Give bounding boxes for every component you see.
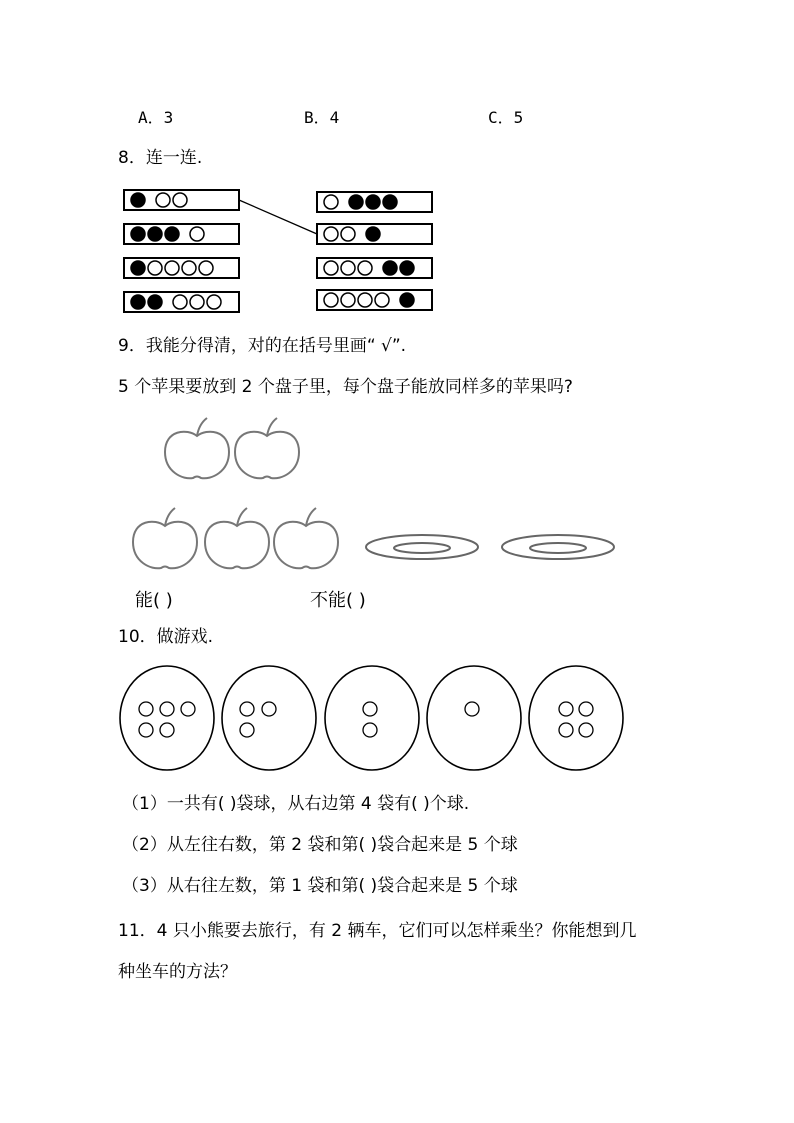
bag-4: [427, 666, 521, 770]
ball: [559, 702, 573, 716]
ball: [262, 702, 276, 716]
option-a: A．3: [138, 108, 174, 127]
option-c: C．5: [488, 108, 524, 127]
ball: [579, 723, 593, 737]
ball: [363, 702, 377, 716]
ball: [579, 702, 593, 716]
bag-outline: [325, 666, 419, 770]
ball: [240, 723, 254, 737]
ball: [240, 702, 254, 716]
bag-outline: [529, 666, 623, 770]
ball: [465, 702, 479, 716]
ball: [160, 723, 174, 737]
bag-1: [120, 666, 214, 770]
answer-yes[interactable]: 能( ): [135, 590, 173, 611]
q9-title: 9．我能分得清，对的在括号里画“ √”.: [118, 336, 407, 356]
bag-outline: [222, 666, 316, 770]
ball: [181, 702, 195, 716]
answer-no[interactable]: 不能( ): [310, 590, 366, 611]
q10-sub3: （3）从右往左数，第 1 袋和第( )袋合起来是 5 个球: [122, 876, 518, 896]
ball: [363, 723, 377, 737]
bag-outline: [427, 666, 521, 770]
q10-title: 10．做游戏.: [118, 627, 214, 647]
ball: [160, 702, 174, 716]
option-b: B．4: [304, 108, 340, 127]
ball: [139, 723, 153, 737]
bag-outline: [120, 666, 214, 770]
q8-title: 8．连一连.: [118, 148, 203, 168]
q10-sub1: （1）一共有( )袋球，从右边第 4 袋有( )个球.: [122, 794, 470, 814]
q10-sub2: （2）从左往右数，第 2 袋和第( )袋合起来是 5 个球: [122, 835, 518, 855]
ball: [139, 702, 153, 716]
ball: [559, 723, 573, 737]
bag-5: [529, 666, 623, 770]
bag-3: [325, 666, 419, 770]
bag-2: [222, 666, 316, 770]
q11-line1: 11．4 只小熊要去旅行，有 2 辆车，它们可以怎样乘坐？你能想到几: [118, 921, 637, 941]
q11-line2: 种坐车的方法？: [118, 962, 237, 982]
q9-question: 5 个苹果要放到 2 个盘子里，每个盘子能放同样多的苹果吗?: [118, 377, 573, 397]
